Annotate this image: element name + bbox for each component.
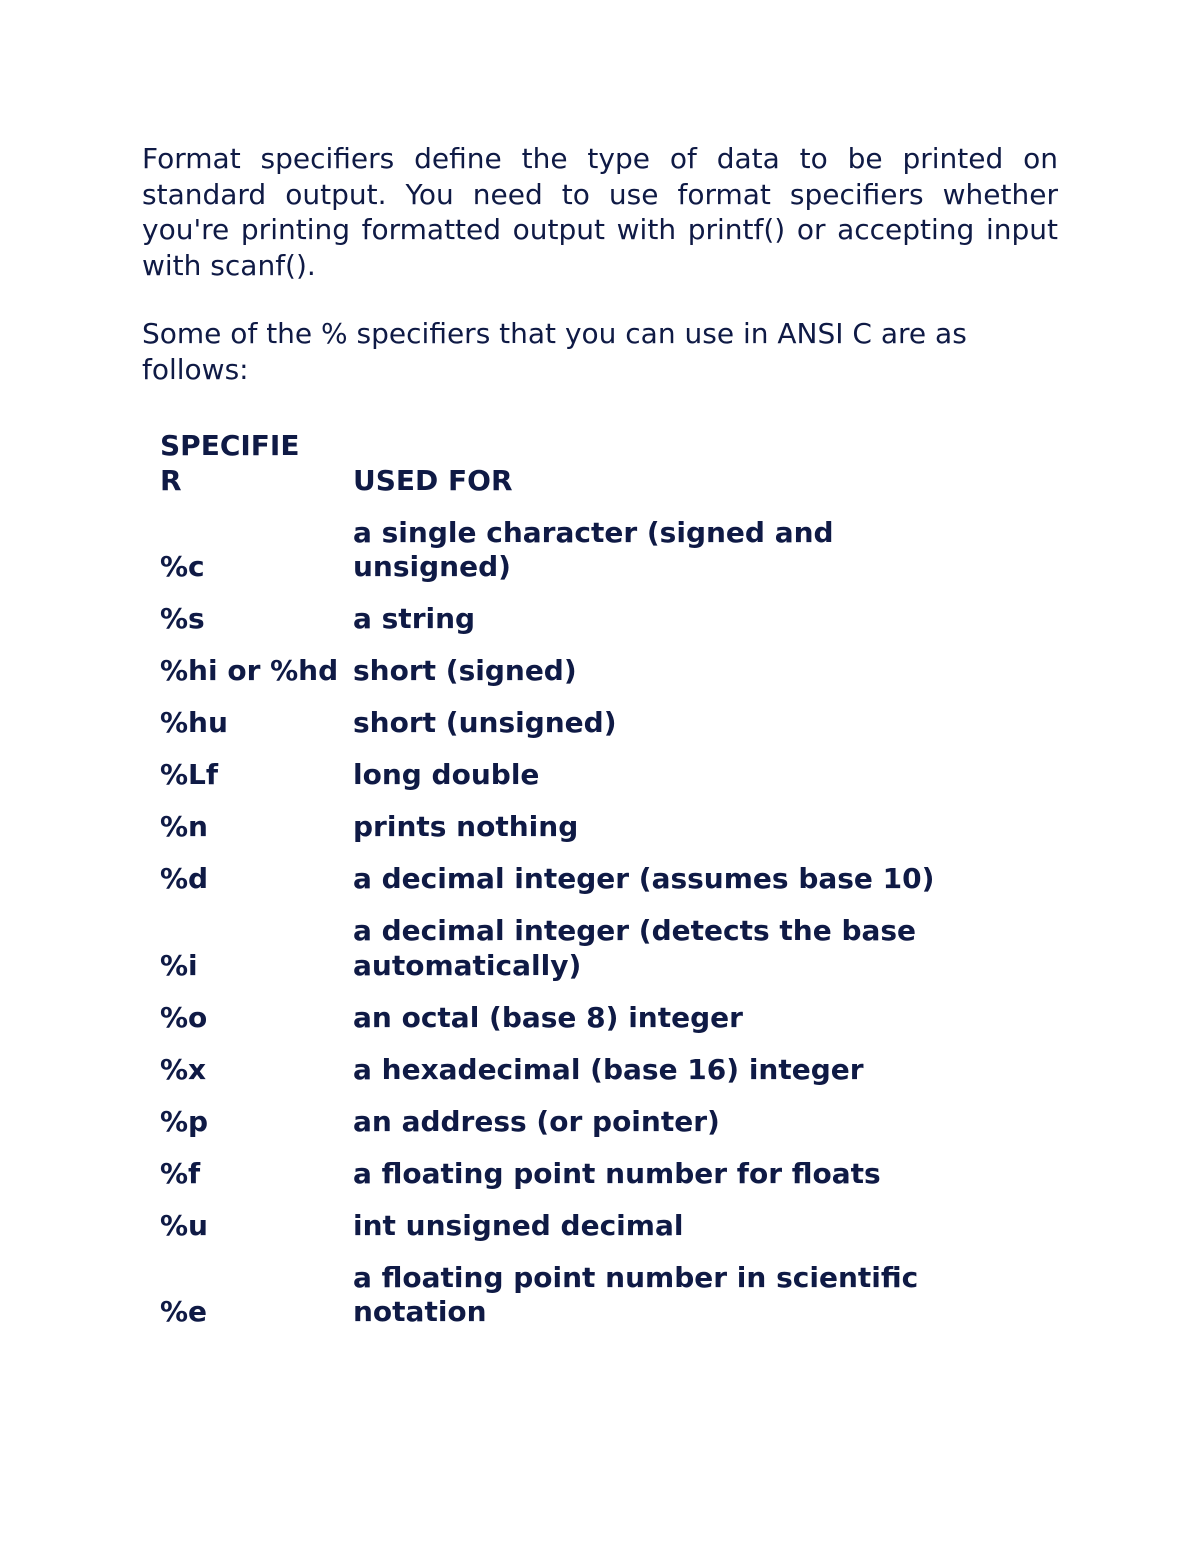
table-row-spacer	[160, 741, 973, 759]
spacer-cell	[160, 983, 973, 1001]
table-row	[160, 1157, 973, 1192]
used-for-description: a floating point number for floats	[353, 1156, 881, 1190]
spacer-cell	[160, 1243, 973, 1261]
spacer-cell	[160, 1087, 973, 1105]
intro-paragraph-ansi-c: Some of the % specifiers that you can use in ANSI C are as follows:	[142, 317, 967, 386]
specifier-code: %s	[160, 602, 205, 635]
table-row-spacer	[160, 1139, 973, 1157]
spacer-cell	[160, 1035, 973, 1053]
specifier-cell	[160, 1053, 353, 1088]
used-for-description: a decimal integer (detects the base automatically)	[353, 914, 917, 982]
header-used-for-label: USED FOR	[353, 463, 513, 497]
used-for-description: a single character (signed and unsigned)	[353, 515, 834, 583]
used-for-description: an address (or pointer)	[353, 1104, 720, 1138]
specifier-cell	[160, 602, 353, 637]
specifier-table-body	[160, 429, 973, 1330]
table-row	[160, 758, 973, 793]
table-row	[160, 516, 973, 585]
used-for-description: prints nothing	[353, 810, 579, 843]
spacer-cell	[160, 793, 973, 811]
used-for-description: a hexadecimal (base 16) integer	[353, 1052, 864, 1086]
specifier-code: %p	[160, 1104, 209, 1138]
used-for-cell	[353, 1105, 973, 1140]
specifier-code: %c	[160, 550, 205, 583]
specifier-code: %d	[160, 862, 209, 895]
specifier-code: %hi or %hd	[160, 654, 339, 687]
spacer-cell	[160, 689, 973, 707]
specifier-table	[160, 429, 973, 1330]
spacer-cell	[160, 1191, 973, 1209]
specifier-cell	[160, 1105, 353, 1140]
table-row	[160, 654, 973, 689]
table-header-row	[160, 429, 973, 498]
used-for-description: an octal (base 8) integer	[353, 1000, 743, 1034]
spacer-cell	[160, 585, 973, 603]
used-for-cell	[353, 516, 973, 585]
specifier-code: %f	[160, 1156, 201, 1190]
table-row	[160, 810, 973, 845]
table-row	[160, 1053, 973, 1088]
specifier-cell	[160, 706, 353, 741]
table-row-spacer	[160, 585, 973, 603]
specifier-code: %i	[160, 948, 198, 982]
table-row-spacer	[160, 637, 973, 655]
used-for-description: a string	[353, 602, 476, 635]
spacer-cell	[160, 1139, 973, 1157]
used-for-cell	[353, 602, 973, 637]
used-for-cell	[353, 914, 973, 983]
table-row-spacer	[160, 897, 973, 915]
table-row-spacer	[160, 689, 973, 707]
specifier-code: %Lf	[160, 758, 219, 791]
intro-paragraph-format-specifiers: Format specifiers define the type of data to be printed on standard output. You need to use format specifiers whether you're printing formatted output with printf() or accepting input with scanf().	[142, 142, 1058, 282]
specifier-cell	[160, 862, 353, 897]
table-row	[160, 914, 973, 983]
used-for-description: a floating point number in scientific notation	[353, 1260, 919, 1328]
table-row-spacer	[160, 1191, 973, 1209]
table-row-spacer	[160, 1243, 973, 1261]
used-for-cell	[353, 1157, 973, 1192]
spacer-cell	[160, 498, 973, 516]
table-row-spacer	[160, 845, 973, 863]
table-row-spacer	[160, 1087, 973, 1105]
specifier-code: %e	[160, 1295, 208, 1328]
table-row	[160, 602, 973, 637]
table-row-spacer	[160, 793, 973, 811]
used-for-cell	[353, 654, 973, 689]
used-for-cell	[353, 758, 973, 793]
used-for-cell	[353, 862, 973, 897]
used-for-description: short (unsigned)	[353, 706, 617, 739]
used-for-cell	[353, 1053, 973, 1088]
specifier-code: %hu	[160, 706, 228, 739]
used-for-cell	[353, 706, 973, 741]
header-specifier-line-2: R	[160, 463, 182, 497]
header-specifier-line-1: SPECIFIE	[160, 429, 300, 462]
spacer-cell	[160, 741, 973, 759]
table-row	[160, 1001, 973, 1036]
table-row	[160, 1261, 973, 1330]
table-row-spacer	[160, 1035, 973, 1053]
specifier-cell	[160, 914, 353, 983]
spacer-cell	[160, 845, 973, 863]
specifier-code: %x	[160, 1052, 207, 1086]
spacer-cell	[160, 897, 973, 915]
header-used-for	[353, 429, 973, 498]
specifier-cell	[160, 516, 353, 585]
table-row	[160, 1209, 973, 1244]
used-for-cell	[353, 1209, 973, 1244]
specifier-cell	[160, 654, 353, 689]
header-specifier	[160, 429, 353, 498]
specifier-cell	[160, 1209, 353, 1244]
used-for-description: short (signed)	[353, 654, 577, 687]
used-for-description: long double	[353, 758, 540, 791]
table-row-spacer	[160, 498, 973, 516]
table-row-spacer	[160, 983, 973, 1001]
spacer-cell	[160, 637, 973, 655]
specifier-cell	[160, 758, 353, 793]
table-row	[160, 706, 973, 741]
specifier-code: %n	[160, 810, 208, 843]
specifier-code: %u	[160, 1208, 208, 1242]
used-for-description: int unsigned decimal	[353, 1208, 684, 1242]
specifier-cell	[160, 1001, 353, 1036]
used-for-cell	[353, 1261, 973, 1330]
table-row	[160, 1105, 973, 1140]
used-for-cell	[353, 1001, 973, 1036]
used-for-description: a decimal integer (assumes base 10)	[353, 862, 935, 895]
specifier-cell	[160, 810, 353, 845]
used-for-cell	[353, 810, 973, 845]
specifier-code: %o	[160, 1000, 208, 1034]
document-page	[142, 141, 1058, 387]
specifier-cell	[160, 1157, 353, 1192]
table-row	[160, 862, 973, 897]
specifier-cell	[160, 1261, 353, 1330]
